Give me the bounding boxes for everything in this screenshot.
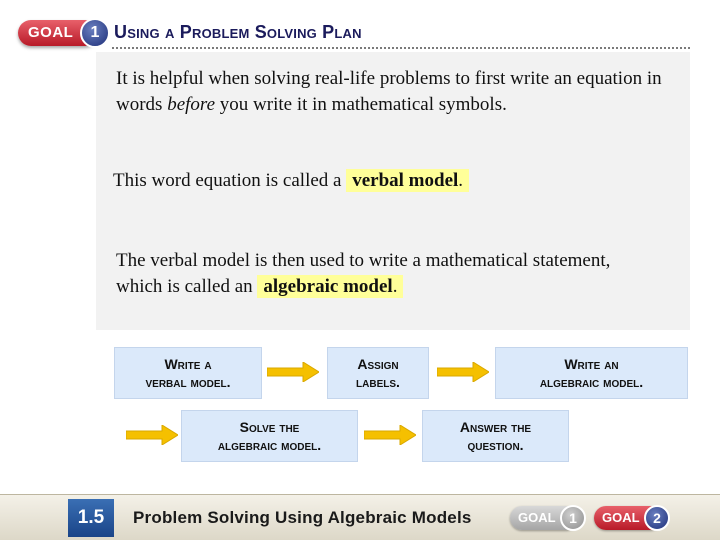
- step-1-line1: Write a: [164, 356, 212, 372]
- arrow-right-icon: [126, 425, 178, 445]
- footer-goal-2-button[interactable]: [594, 505, 668, 531]
- step-4-line1: Solve the: [239, 419, 300, 435]
- arrow-right-icon: [267, 362, 319, 382]
- goal-label: GOAL: [28, 24, 74, 41]
- algebraic-model-term: [257, 275, 403, 298]
- step-write-algebraic-model: [495, 347, 688, 399]
- footer-title: Problem Solving Using Algebraic Models: [133, 508, 472, 527]
- step-answer-question: [422, 410, 569, 462]
- algebraic-model-term-text: algebraic model: [263, 276, 393, 297]
- step-5-line1: Answer the: [459, 419, 532, 435]
- footer-goal-2-label: GOAL: [602, 510, 640, 525]
- page-title: Using a Problem Solving Plan: [114, 22, 362, 42]
- step-5-line2: question.: [467, 437, 524, 453]
- intro-text-a: It is helpful when solving real-life problems to first write an equation in words: [116, 68, 662, 115]
- step-3-line1: Write an: [564, 356, 619, 372]
- intro-text-b: you write it in mathematical symbols.: [215, 94, 507, 115]
- intro-emphasis: before: [167, 94, 216, 115]
- arrow-right-icon: [437, 362, 489, 382]
- step-2-line1: Assign: [357, 356, 399, 372]
- verbal-model-term: [346, 169, 469, 192]
- step-4-line2: algebraic model.: [217, 437, 322, 453]
- arrow-right-icon: [364, 425, 416, 445]
- footer-goal-1-label: GOAL: [518, 510, 556, 525]
- step-2-line2: labels.: [356, 374, 400, 390]
- algebraic-model-text: The verbal model is then used to write a mathematical statement, which is called an: [116, 250, 611, 297]
- verbal-model-term-text: verbal model: [352, 170, 459, 191]
- verbal-model-text: This word equation is called a: [113, 170, 347, 191]
- intro-paragraph: [116, 66, 686, 118]
- step-1-line2: verbal model.: [145, 374, 231, 390]
- step-solve-algebraic-model: [181, 410, 358, 462]
- goal-number: 1: [80, 18, 110, 48]
- footer-goal-1-number: 1: [560, 505, 586, 531]
- section-number: 1.5: [68, 499, 114, 537]
- footer-goal-2-number: 2: [644, 505, 670, 531]
- step-assign-labels: [327, 347, 429, 399]
- goal-1-badge: [18, 18, 104, 48]
- step-write-verbal-model: [114, 347, 262, 399]
- title-divider: [112, 47, 690, 49]
- verbal-model-period: .: [458, 170, 464, 191]
- footer-goal-1-button[interactable]: [510, 505, 584, 531]
- verbal-model-paragraph: [113, 168, 469, 194]
- algebraic-model-paragraph: [116, 248, 636, 300]
- algebraic-model-period: .: [392, 276, 398, 297]
- step-3-line2: algebraic model.: [539, 374, 644, 390]
